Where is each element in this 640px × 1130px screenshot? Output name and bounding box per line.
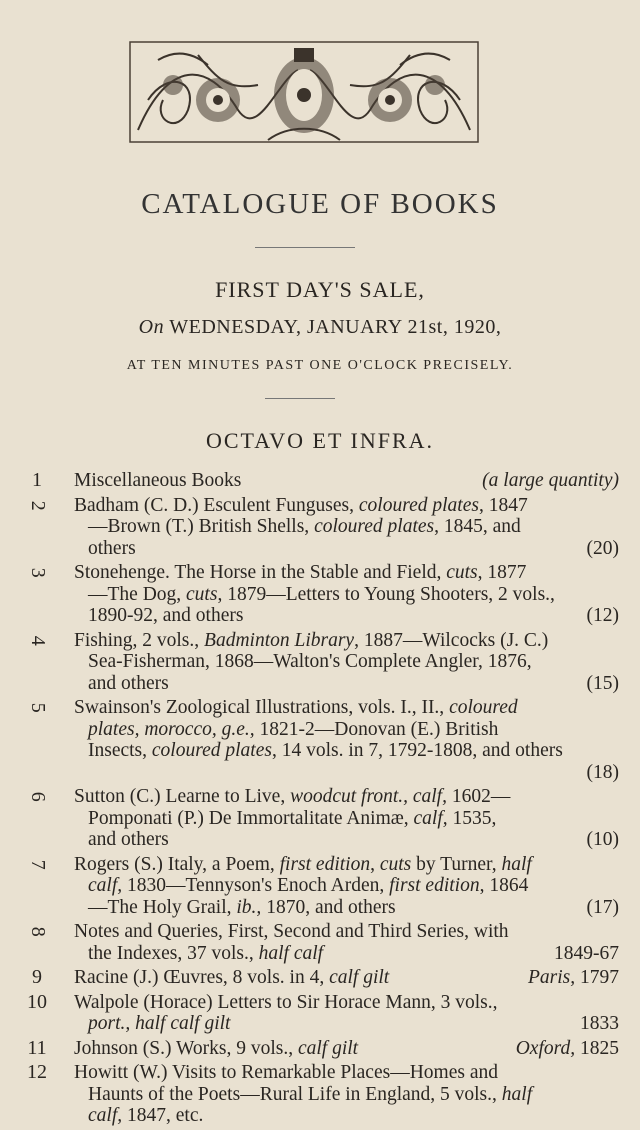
lot-line <box>74 516 619 538</box>
lot-line <box>74 967 619 989</box>
lot-line-right: Oxford, 1825 <box>515 1037 619 1059</box>
lot-line-text: —The Holy Grail, ib., 1870, and others <box>88 896 396 918</box>
decorative-headpiece-ornament <box>128 40 480 152</box>
lot-number: 5 <box>26 702 49 713</box>
lot-line-text: Howitt (W.) Visits to Remarkable Places—Homes and <box>74 1062 498 1083</box>
lot-line-right: (20) <box>586 537 619 559</box>
lot-line-text: —Brown (T.) British Shells, coloured plates, 1845, and <box>88 516 521 537</box>
lot-line <box>74 719 619 741</box>
lot-line-right: 1833 <box>580 1013 619 1034</box>
lot-line <box>74 897 619 919</box>
lot-entry <box>0 921 640 964</box>
lot-line <box>74 829 619 851</box>
lot-line-text: Stonehenge. The Horse in the Stable and Field, cuts, 1877 <box>74 562 527 583</box>
lot-entry <box>0 786 640 851</box>
lot-entry <box>0 470 640 492</box>
lot-line-text: others <box>88 537 136 559</box>
lot-line <box>74 673 619 695</box>
sale-title: FIRST DAY'S SALE, <box>215 277 425 302</box>
catalogue-title: CATALOGUE OF BOOKS <box>141 188 499 220</box>
lot-number: 9 <box>32 966 42 988</box>
lot-entry <box>0 1038 640 1060</box>
lot-entry <box>0 562 640 627</box>
lot-line-text: Swainson's Zoological Illustrations, vols. I., II., coloured <box>74 697 518 718</box>
lot-description <box>74 1062 619 1127</box>
lot-line-text: Notes and Queries, First, Second and Third Series, with <box>74 921 509 942</box>
lot-line <box>74 992 619 1014</box>
lot-number: 3 <box>26 567 49 578</box>
lot-line-text: plates, morocco, g.e., 1821-2—Donovan (E.) British <box>88 718 499 740</box>
lot-line <box>74 1062 619 1084</box>
lot-description <box>74 1038 619 1060</box>
lot-line-text: Pomponati (P.) De Immortalitate Animæ, calf, 1535, <box>88 807 497 829</box>
lot-line-right: Paris, 1797 <box>527 967 619 988</box>
lot-line-right: (10) <box>586 829 619 850</box>
lot-line-text: the Indexes, 37 vols., half calf <box>88 942 324 964</box>
lot-number: 7 <box>26 859 49 870</box>
lot-line <box>74 762 619 784</box>
lot-line <box>74 921 619 943</box>
lot-description <box>74 786 619 851</box>
lot-description <box>74 470 619 492</box>
lot-line <box>74 605 619 627</box>
lot-line-right: (12) <box>586 605 619 626</box>
lot-line <box>74 1084 619 1106</box>
lot-line <box>74 740 619 762</box>
lot-number: 6 <box>26 791 49 802</box>
lot-line <box>74 630 619 652</box>
date-prefix: On <box>138 316 165 338</box>
lot-entry <box>0 1062 640 1127</box>
lot-line <box>74 808 619 830</box>
lot-line-text: Sea-Fisherman, 1868—Walton's Complete Angler, 1876, <box>88 651 532 672</box>
lot-description <box>74 630 619 695</box>
lot-line-right: (a large quantity) <box>482 470 619 491</box>
lot-line-text: Sutton (C.) Learne to Live, woodcut front., calf, 1602— <box>74 786 511 807</box>
lot-description <box>74 967 619 989</box>
lot-line <box>74 875 619 897</box>
lot-line-right: (18) <box>586 761 619 783</box>
lot-line <box>74 651 619 673</box>
lot-line-text: Racine (J.) Œuvres, 8 vols. in 4, calf gilt <box>74 967 390 988</box>
lot-line <box>74 1038 619 1060</box>
lot-number: 8 <box>26 926 49 937</box>
lot-entry <box>0 967 640 989</box>
sale-date-line <box>0 316 640 339</box>
lot-line-right: (17) <box>586 896 619 918</box>
lot-line-text: Johnson (S.) Works, 9 vols., calf gilt <box>74 1037 359 1059</box>
lot-entry <box>0 495 640 560</box>
lot-entry <box>0 697 640 783</box>
lot-line <box>74 584 619 606</box>
lot-entry <box>0 992 640 1035</box>
sale-time: AT TEN MINUTES PAST ONE O'CLOCK PRECISELY. <box>126 358 514 373</box>
lot-description <box>74 921 619 964</box>
lot-line <box>74 697 619 719</box>
lot-line <box>74 538 619 560</box>
lot-line <box>74 1105 619 1127</box>
divider-rule <box>255 247 355 248</box>
lot-line-right: (15) <box>586 672 619 694</box>
lot-line-text: calf, 1830—Tennyson's Enoch Arden, first edition, 1864 <box>88 875 529 896</box>
lot-line-text: calf, 1847, etc. <box>88 1105 204 1126</box>
lot-line <box>74 1013 619 1035</box>
lot-number: 10 <box>27 990 47 1013</box>
lot-line-text: Insects, coloured plates, 14 vols. in 7, 1792-1808, and others <box>88 740 563 761</box>
lot-line-right: 1849-67 <box>554 942 619 964</box>
lot-line-text: Fishing, 2 vols., Badminton Library, 1887—Wilcocks (J. C.) <box>74 629 549 651</box>
lot-number: 1 <box>32 469 42 491</box>
section-title: OCTAVO ET INFRA. <box>205 428 435 453</box>
lot-line-text: Haunts of the Poets—Rural Life in England, 5 vols., half <box>88 1083 533 1105</box>
lot-line-text: and others <box>88 829 169 850</box>
lot-line <box>74 854 619 876</box>
lot-line <box>74 470 619 492</box>
lot-line-text: Rogers (S.) Italy, a Poem, first edition, cuts by Turner, half <box>74 853 532 875</box>
sale-date: WEDNESDAY, JANUARY 21st, 1920, <box>169 316 502 338</box>
lot-number: 12 <box>27 1061 47 1083</box>
lot-description <box>74 992 619 1035</box>
divider-rule <box>265 398 335 399</box>
lot-line-text: and others <box>88 672 169 694</box>
lot-description <box>74 495 619 560</box>
lot-line-text: —The Dog, cuts, 1879—Letters to Young Shooters, 2 vols., <box>88 583 555 605</box>
lot-line <box>74 786 619 808</box>
lot-line <box>74 943 619 965</box>
lot-entry <box>0 854 640 919</box>
lot-number: 4 <box>26 635 49 646</box>
lot-description <box>74 854 619 919</box>
lot-line-text: 1890-92, and others <box>88 605 244 626</box>
lot-line-text: Badham (C. D.) Esculent Funguses, coloured plates, 1847 <box>74 494 528 516</box>
lot-entry <box>0 630 640 695</box>
lot-description <box>74 562 619 627</box>
lot-line-text: Miscellaneous Books <box>74 470 242 491</box>
lot-line-text: Walpole (Horace) Letters to Sir Horace Mann, 3 vols., <box>74 991 498 1013</box>
lot-line <box>74 562 619 584</box>
lot-line-text: port., half calf gilt <box>88 1013 231 1034</box>
lot-description <box>74 697 619 783</box>
lot-list <box>0 470 640 1130</box>
lot-line <box>74 495 619 517</box>
lot-number: 2 <box>26 500 49 511</box>
lot-number: 11 <box>27 1036 47 1059</box>
